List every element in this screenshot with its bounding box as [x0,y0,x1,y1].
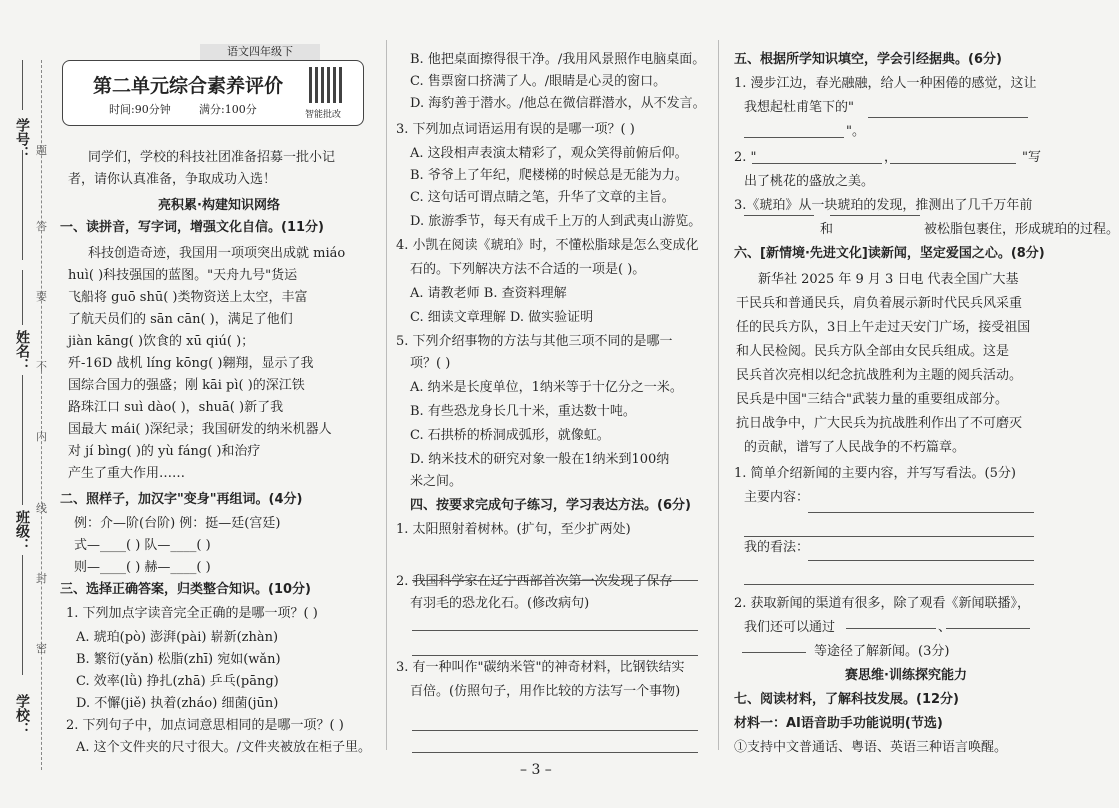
answer-line[interactable] [412,752,698,753]
answer-line[interactable] [808,512,1034,513]
text-line: 新华社 2025 年 9 月 3 日电 代表全国广大基 [758,272,1019,287]
text-line: A. 这段相声表演太精彩了，观众笑得前俯后仰。 [410,146,688,161]
section-heading: 一、读拼音，写字词，增强文化自信。(11分) [60,220,324,235]
seal-char: 内 [36,430,47,443]
section-heading: 四、按要求完成句子练习，学习表达方法。(6分) [410,498,691,513]
text-line: 2. 获取新闻的渠道有很多，除了观看《新闻联播》， [734,596,1031,611]
seal-char: 答 [36,220,47,233]
text-line: A. 这个文件夹的尺寸很大。/文件夹被放在柜子里。 [76,740,372,755]
school-label: 学校： [14,694,30,736]
seal-char: 要 [36,290,47,303]
text-line: 对 jí bìng( )的 yù fáng( )和治疗 [68,444,261,459]
answer-line[interactable] [946,628,1030,629]
answer-line[interactable] [412,730,698,731]
class-blank[interactable] [22,555,23,675]
text-line: 我想起杜甫笔下的" [744,100,854,115]
text-line: C. 细读文章理解 D. 做实验证明 [410,310,594,325]
text-line: 干民兵和普通民兵，肩负着展示新时代民兵风采重 [736,296,1023,311]
student-id-label: 学号： [14,118,30,160]
text-line: 歼-16D 战机 líng kōng( )翱翔，显示了我 [68,356,314,371]
answer-line[interactable] [744,584,1034,585]
text-line: 5. 下列介绍事物的方法与其他三项不同的是哪一 [396,334,673,349]
answer-line[interactable] [412,630,698,631]
text-line: 和 [820,222,834,237]
text-line: 产生了重大作用…… [68,466,186,481]
text-line: 例：介—阶(台阶) 例：挺—廷(宫廷) [74,516,281,531]
text-line: D. 不懈(jiě) 执着(zháo) 细菌(jūn) [76,696,279,711]
exam-time: 时间:90分钟 [109,103,171,116]
student-id-line [22,60,23,110]
text-line: 1. 漫步江边，春光融融，给人一种困倦的感觉，这让 [734,76,1037,91]
text-line: 民兵首次亮相以纪念抗战胜利为主题的阅兵活动。 [736,368,1023,383]
text-line: 路珠江口 suì dào( )，shuā( )新了我 [68,400,284,415]
column-divider [718,40,719,750]
binding-margin [0,0,62,808]
punctuation-text: 、 [938,620,952,635]
seal-char: 密 [36,642,47,655]
seal-char: 不 [36,360,47,373]
text-line: 石的。下列解决方法不合适的一项是( )。 [410,262,646,277]
text-line: 1. 太阳照射着树林。(扩句，至少扩两处) [396,522,631,537]
text-line: B. 他把桌面擦得很干净。/我用风景照作电脑桌面。 [410,52,706,67]
text-line: 主要内容： [744,490,810,505]
section-heading: 七、阅读材料，了解科技发展。(12分) [734,692,959,707]
text-line: D. 海豹善于潜水。/他总在微信群潜水，从不发言。 [410,96,706,111]
text-line: 2. " [734,150,757,165]
text-line: 国综合国力的强盛；刚 kāi pì( )的深江铁 [68,378,305,393]
student-id-blank[interactable] [22,150,23,260]
text-line: ①支持中文普通话、粤语、英语三种语言唤醒。 [734,740,1008,755]
seal-char: 线 [36,502,47,515]
text-line: 抗日战争中，广大民兵为抗战胜利作出了不可磨灭 [736,416,1023,431]
text-line: B. 有些恐龙身长几十米，重达数十吨。 [410,404,636,419]
text-line: D. 纳米技术的研究对象一般在1纳米到100纳 [410,452,670,467]
text-line: huì( )科技强国的蓝图。"天舟九号"货运 [68,268,298,283]
answer-line[interactable] [868,117,1028,118]
text-line: 百倍。(仿照句子，用作比较的方法写一个事物) [410,684,681,699]
text-line: 3. 下列加点词语运用有误的是哪一项？( ) [396,122,635,137]
name-blank-2[interactable] [22,375,23,505]
text-line: C. 石拱桥的桥洞成弧形，就像虹。 [410,428,610,443]
subsection-heading: 赛思维·训练探究能力 [845,668,967,683]
text-line: 民兵是中国"三结合"武装力量的重要组成部分。 [736,392,1008,407]
text-line: 的贡献，谱写了人民战争的不朽篇章。 [744,440,966,455]
text-line: 式—____( ) 队—____( ) [74,538,211,553]
qr-label: 智能批改 [305,110,342,120]
section-heading: 六、[新情境·先进文化]读新闻，坚定爱国之心。(8分) [734,246,1045,261]
text-line: A. 琥珀(pò) 澎湃(pài) 崭新(zhàn) [76,630,279,645]
text-line: 了航天员们的 sān cān( )，满足了他们 [68,312,293,327]
name-blank[interactable] [22,270,23,325]
section-heading: 二、照样子，加汉字"变身"再组词。(4分) [60,492,303,507]
text-line: 我的看法： [744,540,810,555]
text-line: 国最大 mái( )深纪录；我国研发的纳米机器人 [68,422,332,437]
text-line: C. 售票窗口挤满了人。/眼睛是心灵的窗口。 [410,74,667,89]
answer-line[interactable] [744,137,844,138]
text-line: 有羽毛的恐龙化石。(修改病句) [410,596,590,611]
text-line: A. 纳米是长度单位，1纳米等于十亿分之一米。 [410,380,683,395]
text-line: 飞船将 guō shū( )类物资送上太空，丰富 [68,290,308,305]
seal-char: 封 [36,572,47,585]
text-line: D. 旅游季节，每天有成千上万的人到武夷山游览。 [410,214,702,229]
text-line: 1. 简单介绍新闻的主要内容，并写写看法。(5分) [734,466,1016,481]
text-line: 项？( ) [410,356,451,371]
text-line: B. 爷爷上了年纪，爬楼梯的时候总是无能为力。 [410,168,688,183]
text-line: 3.《琥珀》从一块琥珀的发现，推测出了几千万年前 [734,198,1033,213]
text-line: 则—____( ) 赫—____( ) [74,560,211,575]
text-line: 2. 我国科学家在辽宁西部首次第一次发现了保存 [396,574,673,589]
text-line: 1. 下列加点字读音完全正确的是哪一项？( ) [66,606,318,621]
text-line: 等途径了解新闻。(3分) [814,644,950,659]
text-line: "。 [846,124,865,139]
text-line: 3. 有一种叫作"碳纳米管"的神奇材料，比钢铁结实 [396,660,685,675]
section-heading: 三、选择正确答案，归类整合知识。(10分) [60,582,311,597]
text-line: 者，请你认真准备，争取成功入选！ [68,172,277,187]
section-heading: 材料一：AI语音助手功能说明(节选) [734,716,943,731]
text-line: 出了桃花的盛放之美。 [744,174,875,189]
text-line: 同学们，学校的科技社团准备招募一批小记 [88,150,336,165]
answer-line[interactable] [808,560,1034,561]
text-line: 任的民兵方队，3日上午走过天安门广场，接受祖国 [736,320,1031,335]
text-line: 和人民检阅。民兵方队全部由女民兵组成。这是 [736,344,1010,359]
answer-line[interactable] [890,163,1016,164]
answer-line[interactable] [412,655,698,656]
section-heading: 五、根据所学知识填空，学会引经据典。(6分) [734,52,1002,67]
class-label: 班级： [14,510,30,552]
exam-score: 满分:100分 [199,103,257,116]
seal-char: 题 [36,144,47,157]
text-line: 米之间。 [410,474,463,489]
text-line: 2. 下列句子中，加点词意思相同的是哪一项？( ) [66,718,344,733]
answer-line[interactable] [412,580,698,581]
text-line: B. 繁衍(yǎn) 松脂(zhī) 宛如(wǎn) [76,652,281,667]
text-line: 被松脂包裹住，形成琥珀的过程。 [924,222,1119,237]
text-line: A. 请教老师 B. 查资料理解 [410,286,567,301]
subject-tag: 语文四年级下 [200,44,320,60]
name-label: 姓名： [14,330,30,372]
answer-line[interactable] [846,628,936,629]
column-divider [386,40,387,750]
text-line: jiàn kāng( )饮食的 xū qiú( )； [68,334,255,349]
page-title: 第二单元综合素养评价 [93,75,284,97]
text-line: 我们还可以通过 [744,620,836,635]
subsection-heading: 亮积累·构建知识网络 [158,198,280,213]
qr-code-icon[interactable] [309,67,345,103]
answer-line[interactable] [830,215,920,216]
answer-line[interactable] [752,163,882,164]
punctuation-text: ， [884,150,898,165]
text-line: C. 这句话可谓点睛之笔，升华了文章的主旨。 [410,190,675,205]
seal-line [41,60,42,770]
answer-line[interactable] [744,536,1034,537]
punctuation-text: "写 [1022,150,1041,165]
title-box [62,60,364,126]
text-line: C. 效率(lǜ) 挣扎(zhā) 乒乓(pāng) [76,674,279,689]
text-line: 科技创造奇迹，我国用一项项突出成就 miáo [88,246,346,261]
page-number: – 3 – [520,762,552,778]
answer-line[interactable] [742,652,806,653]
text-line: 4. 小凯在阅读《琥珀》时，不懂松脂球是怎么变成化 [396,238,699,253]
answer-line[interactable] [744,215,814,216]
